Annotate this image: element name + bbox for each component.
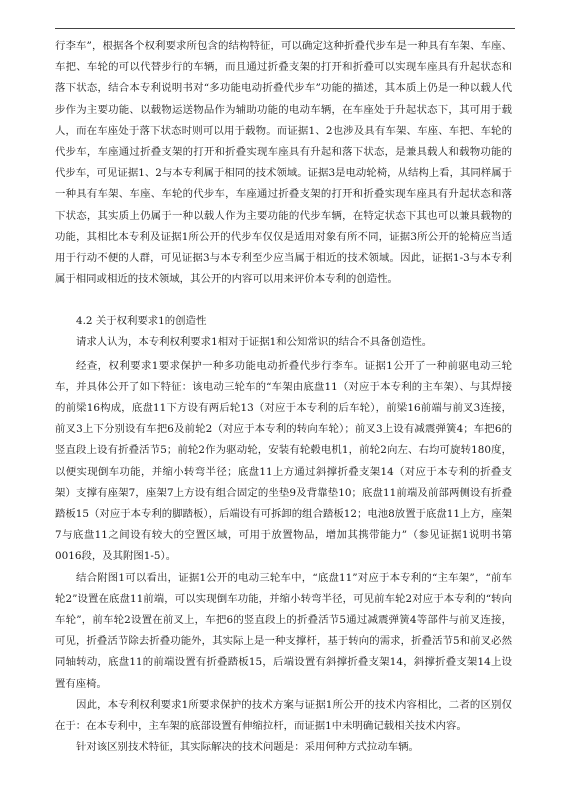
document-body	[55, 36, 512, 759]
paragraph-technical-field: 行李车”，根据各个权利要求所包含的结构特征，可以确定这种折叠代步车是一种具有车架、车座、车把、车轮的可以代替步行的车辆，而且通过折叠支架的打开和折叠可以实现车座具有升起状态和落下状态，结合本专利说明书对“多功能电动折叠代步车”功能的描述，其本质上仍是一种以载人代步作为主要功能、以载物运送物品作为辅助功能的电动车辆，在车座处于升起状态下，其可用于载人，而在车座处于落下状态时则可以用于载物。而证据1、2也涉及具有车架、车座、车把、车轮的代步车，车座通过折叠支架的打开和折叠实现车座具有升起和落下状态，是兼具载人和载物功能的代步车，可见证据1、2与本专利属于相同的技术领域。证据3是电动轮椅，从结构上看，其同样属于一种具有车架、车座、车轮的代步车，车座通过折叠支架的打开和折叠实现车座具有升起状态和落下状态，其实质上仍属于一种以载人作为主要功能的代步车辆，在特定状态下其也可以兼具载物的功能，其相比本专利及证据1所公开的代步车仅仅是适用对象有所不同，证据3所公开的轮椅应当适用于行动不便的人群，可见证据3与本专利至少应当属于相近的技术领域。因此，证据1-3与本专利属于相同或相近的技术领域，其公开的内容可以用来评价本专利的创造性。	[55, 40, 512, 286]
paragraph-figure-analysis: 结合附图1可以看出，证据1公开的电动三轮车中，“底盘11”对应于本专利的“主车架”，“前车轮2”设置在底盘11前端，可以实现倒车功能，并缩小转弯半径，可见前车轮2对应于本专利的“转向车轮”，前车轮2设置在前叉上，车把6的竖直段上的折叠活节5通过减震弹簧4等部件与前叉连接，可见，折叠活节除去折叠功能外，其实际上是一种支撑杆，基于转向的需求，折叠活节5和前叉必然同轴转动，底盘11的前端设置有折叠踏板15，后端设置有斜撑折叠支架14，斜撑折叠支架14上设置有座椅。	[55, 571, 512, 690]
paragraph-difference: 因此，本专利权利要求1所要求保护的技术方案与证据1所公开的技术内容相比，二者的区别仅在于：在本专利中，主车架的底部设置有伸缩拉杆，而证据1中未明确记载相关技术内容。	[55, 698, 512, 733]
paragraph-requester-opinion: 请求人认为，本专利权利要求1相对于证据1和公知常识的结合不具备创造性。	[76, 336, 433, 349]
paragraph-examination: 经查，权利要求1要求保护一种多功能电动折叠代步行李车。证据1公开了一种前驱电动三轮车，并具体公开了如下特征：该电动三轮车的“车架由底盘11（对应于本专利的主车架）、与其焊接的前梁16构成，底盘11下方设有两后轮13（对应于本专利的后车轮），前梁16前端与前叉3连接，前叉3上下分别设有车把6及前轮2（对应于本专利的转向车轮）；前叉3上设有减震弹簧4；车把6的竖直段上设有折叠活节5；前轮2作为驱动轮，安装有轮毂电机1，前轮2向左、右均可旋转180度，以便实现倒车功能，并缩小转弯半径；底盘11上方通过斜撑折叠支架14（对应于本专利的折叠支架）支撑有座架7，座架7上方设有组合固定的坐垫9及背靠垫10；底盘11前端及前部两侧设有折叠踏板15（对应于本专利的脚踏板），后端设有可拆卸的组合踏板12；电池8放置于底盘11上方，座架7与底盘11之间设有较大的空置区域，可用于放置物品，增加其携带能力”（参见证据1说明书第0016段，及其附图1-5）。	[55, 359, 512, 563]
section-heading: 4.2 关于权利要求1的创造性	[76, 315, 207, 328]
header-rule	[55, 28, 515, 29]
paragraph-technical-problem: 针对该区别技术特征，其实际解决的技术问题是：采用何种方式拉动车辆。	[76, 741, 419, 754]
